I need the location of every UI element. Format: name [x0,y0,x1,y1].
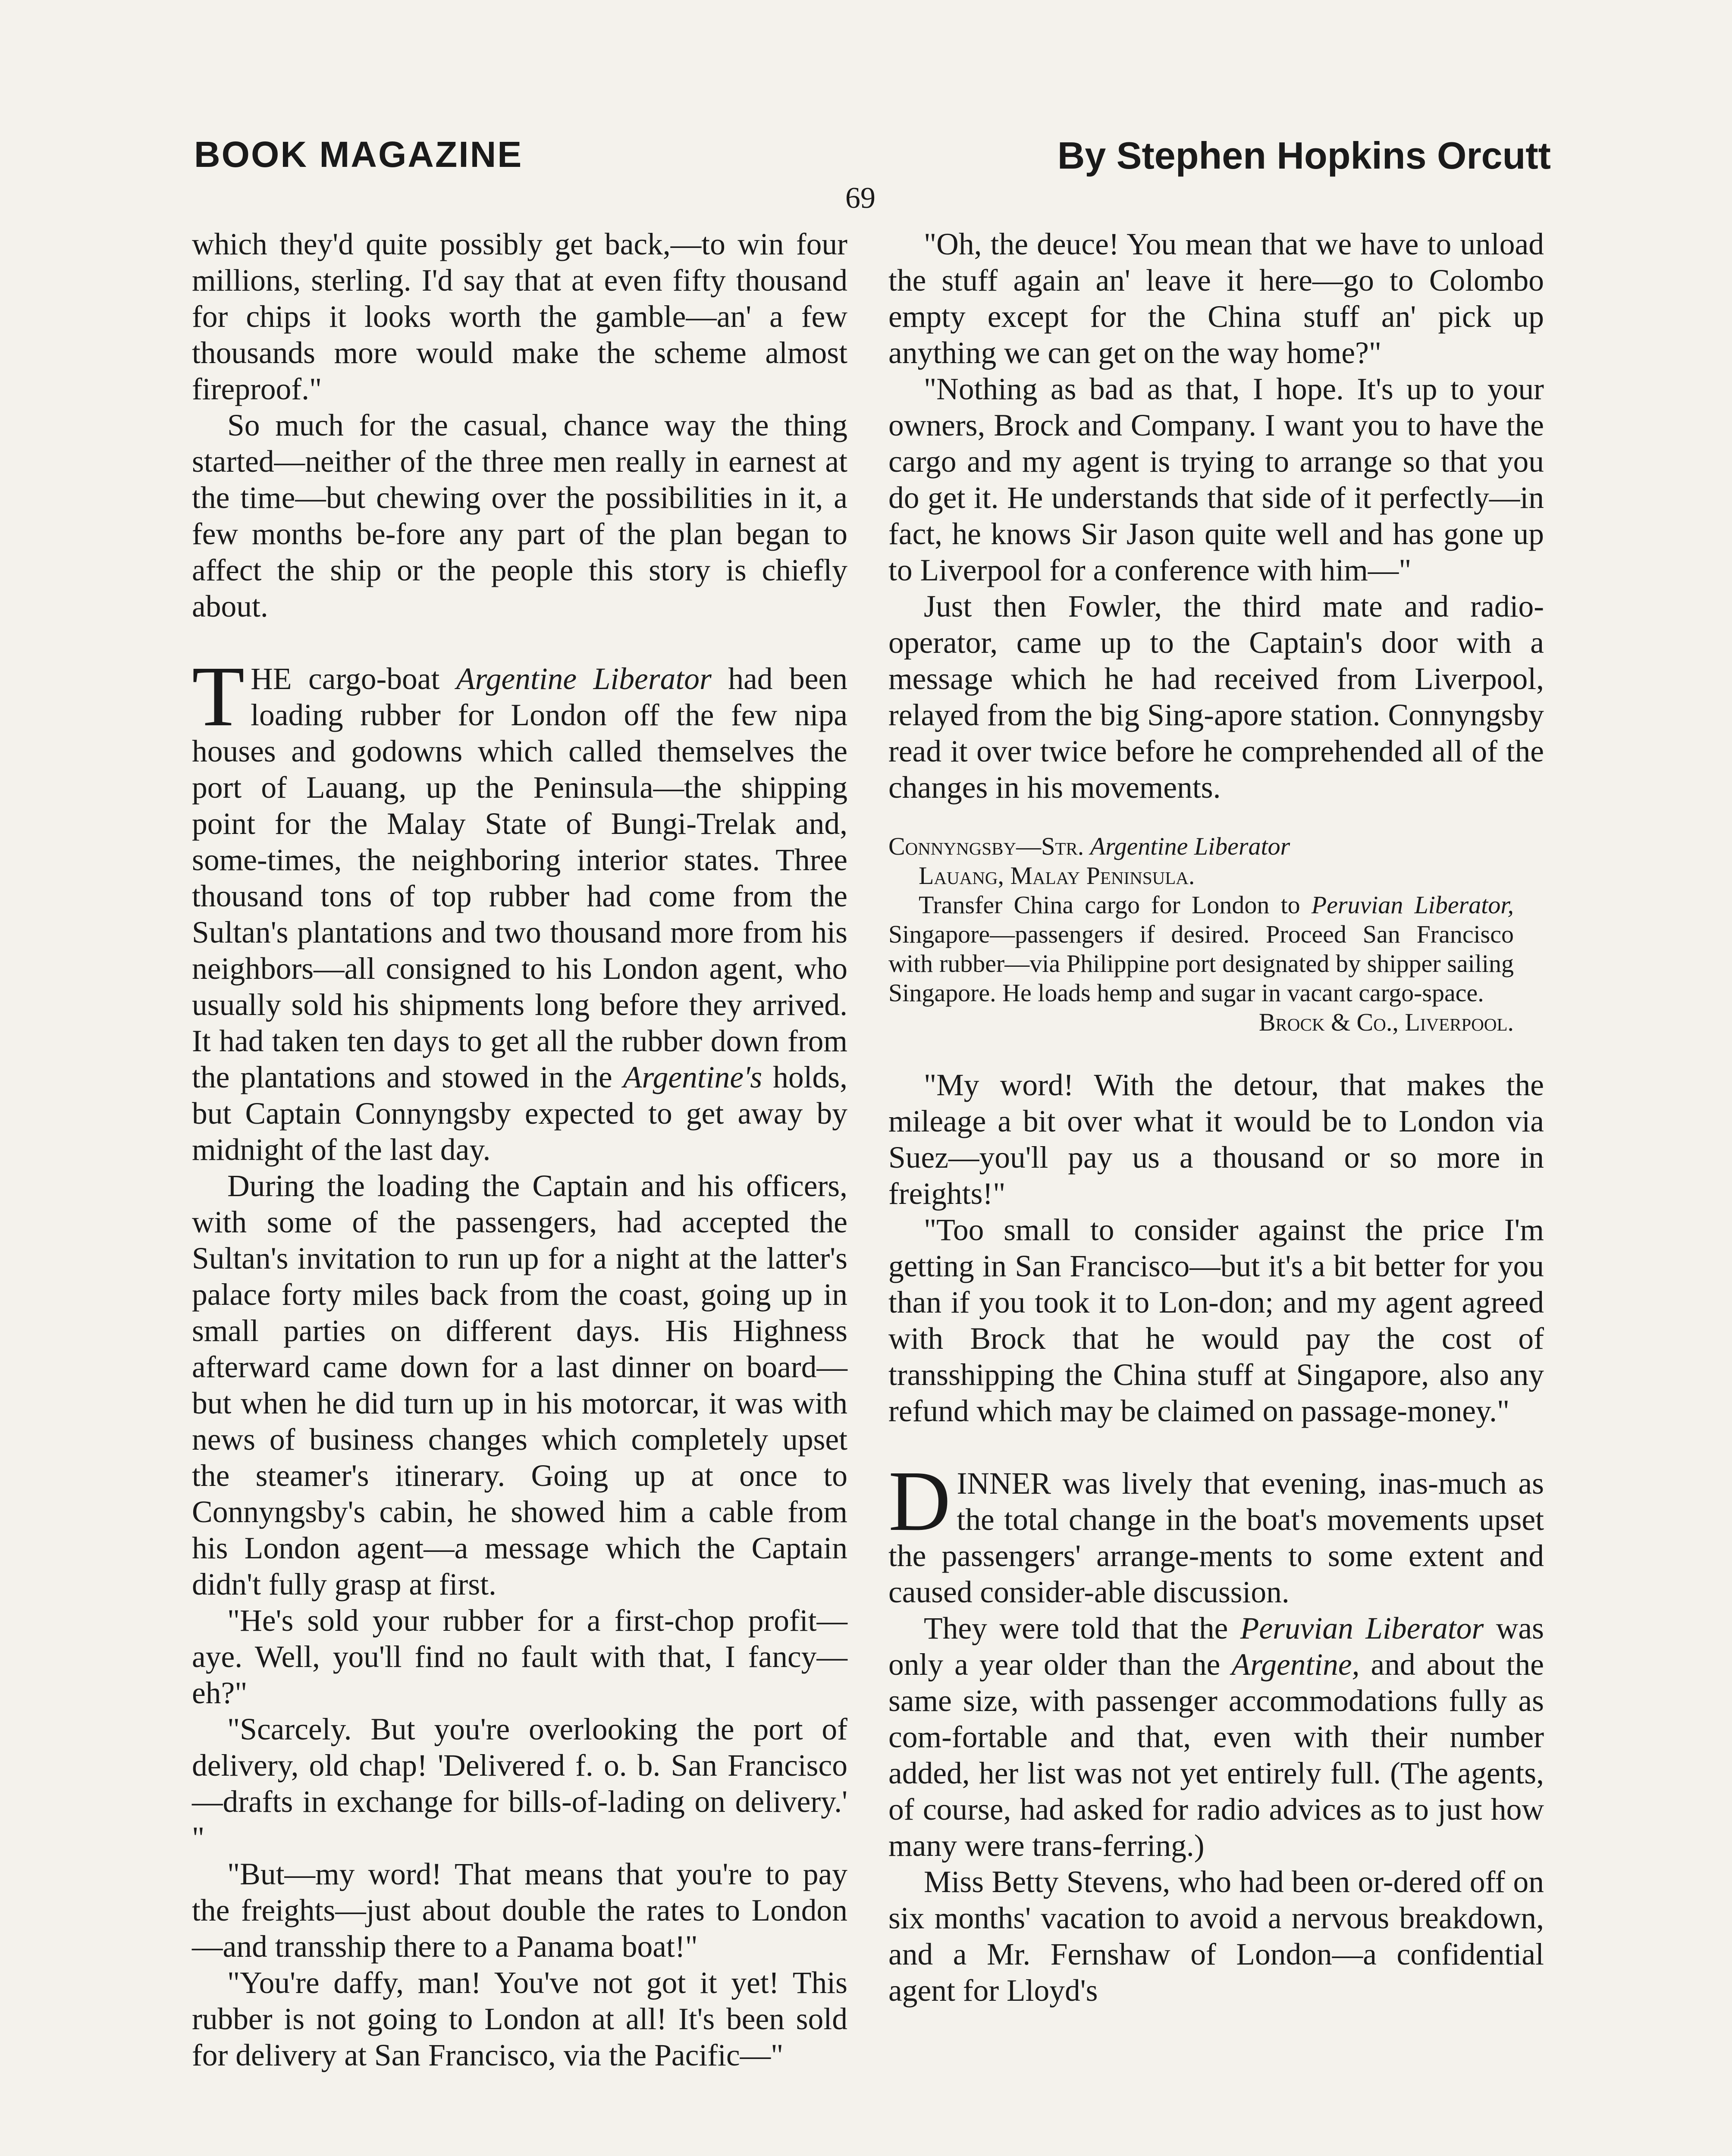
paragraph: "But—my word! That means that you're to pay the freights—just about double the rates to London—and transship there to a Panama boat!" [192,1857,847,1964]
paragraph: So much for the casual, chance way the thing started—neither of the three men really in earnest at the time—but chewing over the possibilities in it, a few months be-fore any part of the plan began to affect the ship or the people this story is chiefly about. [192,408,847,624]
paragraph: "You're daffy, man! You've not got it yet! This rubber is not going to London at all! It's been sold for delivery at San Francisco, via the Pacific—" [192,1966,847,2072]
section-opening-paragraph [888,1454,1544,1611]
paragraph: "Nothing as bad as that, I hope. It's up to your owners, Brock and Company. I want you to have the cargo and my agent is trying to arrange so that you do get it. He understands that side of it perfectly—in fact, he knows Sir Jason quite well and has gone up to Liverpool for a conference with him—" [888,372,1544,587]
running-head-magazine: BOOK MAGAZINE [194,134,523,175]
cable-location: Lauang, Malay Peninsula. [919,862,1195,890]
text-run: INNER was lively that evening, inas-much as the total change in the boat's movements upset the passengers' arrange-ments to some extent and caused consider-able discussion. [888,1467,1544,1609]
text-run: Transfer China cargo for London to [919,891,1312,919]
paragraph: "My word! With the detour, that makes the mileage a bit over what it would be to London via Suez—you'll pay us a thousand or so more in freights!" [888,1068,1544,1211]
paragraph: "Scarcely. But you're overlooking the port of delivery, old chap! 'Delivered f. o. b. San Francisco—drafts in exchange for bills-of-lading on delivery.' " [192,1712,847,1855]
paragraph: which they'd quite possibly get back,—to win four millions, sterling. I'd say that at even fifty thousand for chips it looks worth the gamble—an' a few thousands more would make the scheme almost fireproof." [192,227,847,406]
text-run: and about the same size, with passenger accommodations fully as com-fortable and that, even with their number added, her list was not yet entirely full. (The agents, of course, had asked for radio advices as to just how many were trans-ferring.) [888,1648,1544,1863]
ship-name: Argentine, [1231,1648,1360,1682]
paragraph: "Too small to consider against the price I'm getting in San Francisco—but it's a bit better for you than if you took it to Lon-don; and my agent agreed with Brock that he would pay the cost of transshipping the China stuff at Singapore, also any refund which may be claimed on passage-money." [888,1213,1544,1428]
drop-cap: D [888,1454,951,1549]
cable-body [888,890,1514,1008]
page-number: 69 [845,182,875,215]
running-head-author: By Stephen Hopkins Orcutt [1057,134,1551,177]
paragraph: "He's sold your rubber for a first-chop profit—aye. Well, you'll find no fault with that, I fancy—eh?" [192,1604,847,1710]
text-run: was only a year older than the [888,1611,1544,1682]
text-run: Singapore—passengers if desired. Proceed San Francisco with rubber—via Philippine port designated by shipper sailing Singapore. He loads hemp and sugar in vacant cargo-space. [888,920,1514,1007]
paragraph: Miss Betty Stevens, who had been or-dered off on six months' vacation to avoid a nervous breakdown, and a Mr. Fernshaw of London—a confidential agent for Lloyd's [888,1865,1544,2008]
drop-cap: T [192,649,245,744]
text-run: They were told that the [924,1611,1240,1645]
paragraph: Just then Fowler, the third mate and radio-operator, came up to the Captain's door with a message which he had received from Liverpool, relayed from the big Sing-apore station. Connyngsby read it over twice before he comprehended all of the changes in his movements. [888,589,1544,805]
right-column [888,226,1544,2009]
cable-addressee [888,832,1514,861]
text-run: holds, but Captain Connyngsby expected to get away by midnight of the last day. [192,1060,847,1167]
cable-message [888,832,1544,1037]
cable-signature: Brock & Co., Liverpool. [1258,1008,1514,1036]
cable-addressee-name: Connyngsby—Str. [888,832,1090,860]
text-run: had been loading rubber for London off the few nipa houses and godowns which called themselves the port of Lauang, up the Peninsula—the shipping point for the Malay State of Bungi-Trelak and, some-times, the neighboring interior states. Three thousand tons of top rubber had come from the Sultan's plantations and two thousand more from his neighbors—all consigned to his London agent, who usually sold his shipments long before they arrived. It had taken ten days to get all the rubber down from the plantations and stowed in the [192,662,847,1094]
left-column [192,226,847,2074]
ship-name: Peruvian Liberator [1240,1611,1484,1645]
ship-name: Argentine's [623,1060,762,1094]
paragraph: "Oh, the deuce! You mean that we have to unload the stuff again an' leave it here—go to Colombo empty except for the China stuff an' pick up anything we can get on the way home?" [888,227,1544,370]
ship-name: Argentine Liberator [456,662,712,696]
ship-name: Argentine Liberator [1090,832,1290,860]
section-opening-paragraph [192,649,847,1168]
paragraph [888,1611,1544,1864]
paragraph: During the loading the Captain and his officers, with some of the passengers, had accepted the Sultan's invitation to run up for a night at the latter's palace forty miles back from the coast, going up in small parties on different days. His Highness afterward came down for a last dinner on board—but when he did turn up in his motorcar, it was with news of business changes which completely upset the steamer's itinerary. Going up at once to Connyngsby's cabin, he showed him a cable from his London agent—a message which the Captain didn't fully grasp at first. [192,1169,847,1601]
ship-name: Peruvian Liberator, [1311,891,1514,919]
text-run: HE cargo-boat [251,662,456,696]
